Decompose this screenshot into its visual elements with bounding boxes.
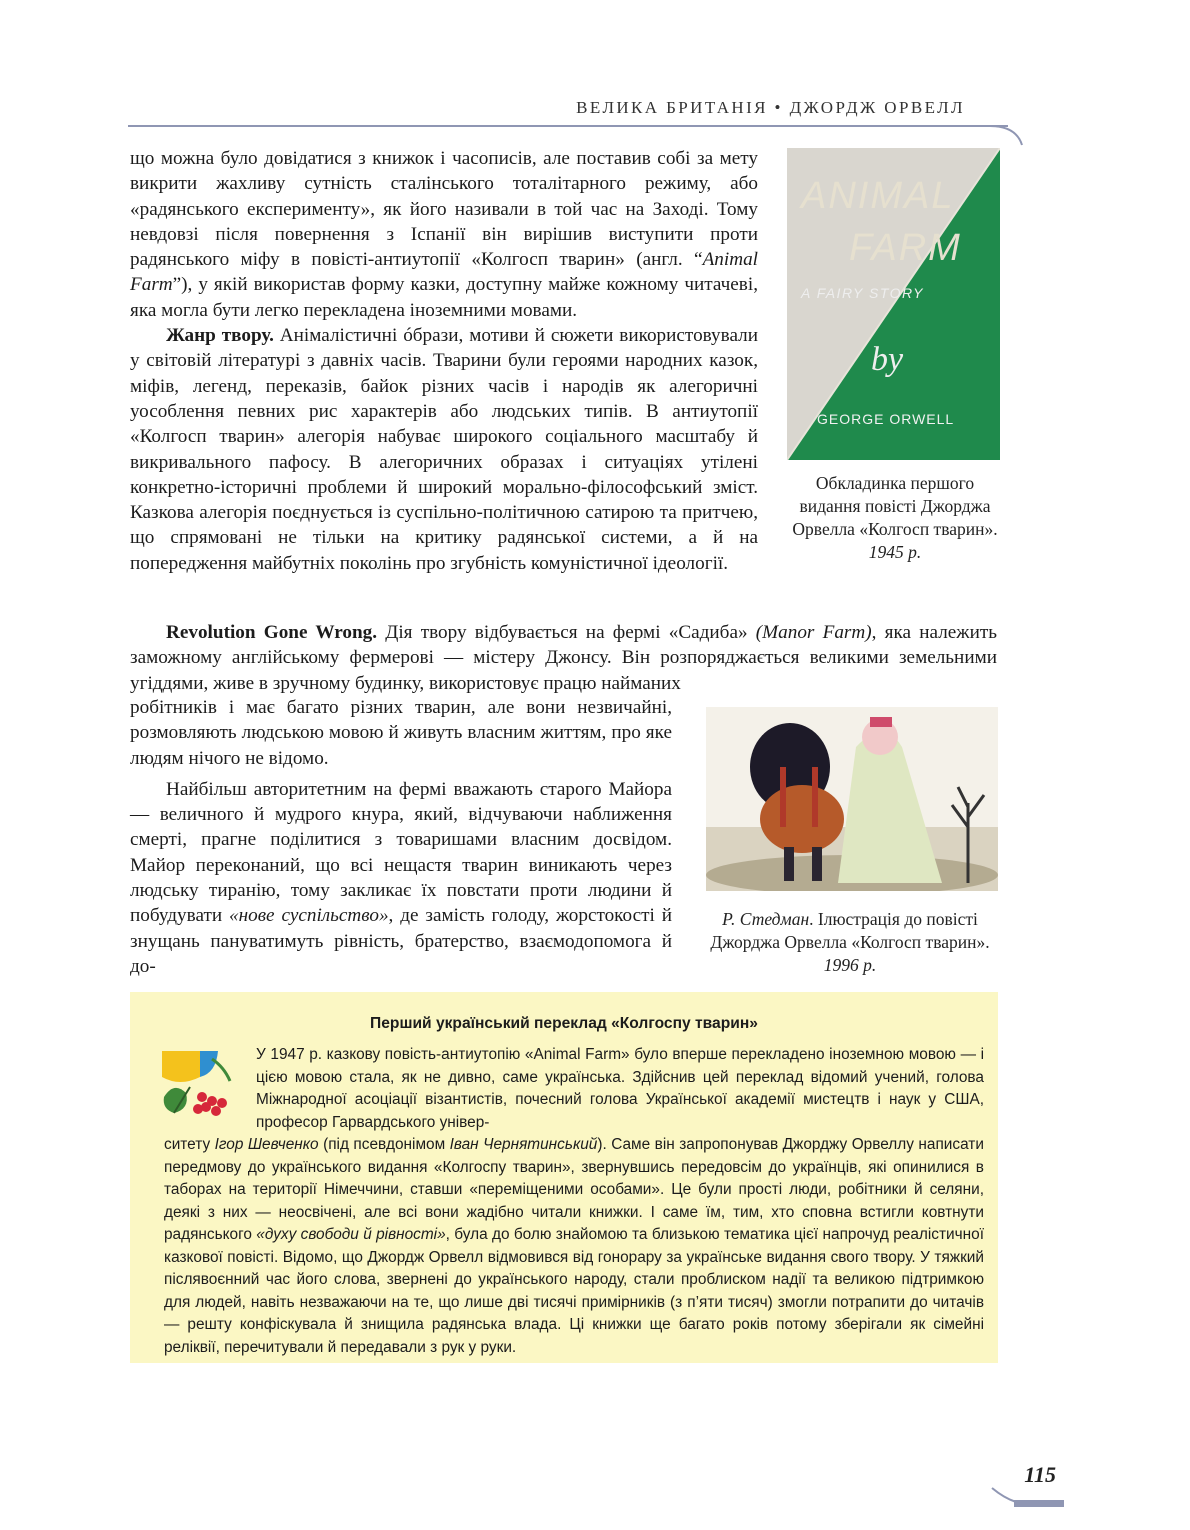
footer-curve-ornament: [990, 1486, 1066, 1508]
viburnum-emblem-icon: [160, 1047, 238, 1121]
paragraph-intro: [130, 146, 758, 323]
genre-text: Анімалістичні óбрази, мотиви й сюжети використовували у світовій літературі з давніх часів. Тварини були героями народних казок, міфів, легенд, переказів, байок різних часів і народів як алегоричні уособлення певних рис характерів або людських типів. В антиутопії «Колгосп тварин» алегорія набуває широкого соціального масштабу й викривального пафосу. В алегоричних образах і ситуаціях утілені конкретно-історичні проблеми й широкий морально-філософський зміст. Казкова алегорія поєднується із суспільно-політичною сатирою та притчею, що спрямовані не тільки на критику радянської системи, а й на попередження майбутніх поколінь про згубність комуністичної ідеології.: [130, 325, 758, 574]
running-header: ВЕЛИКА БРИТАНІЯ • ДЖОРДЖ ОРВЕЛЛ: [576, 98, 965, 117]
cover-by: by: [871, 341, 904, 378]
paragraph-revolution-cont: робітників і має багато різних тварин, але вони незвичайні, розмовляють людською мовою й живуть власним життям, про яке людям нічого не відомо.: [130, 697, 672, 769]
cover-title-line2: FARM: [849, 227, 962, 269]
info-text-b1: ситету: [164, 1136, 215, 1153]
book-cover-image: [787, 148, 1000, 460]
translator-pseudonym: Іван Чернятинський: [449, 1136, 598, 1153]
cover-caption: [790, 472, 1000, 564]
illustration-caption: [700, 908, 1000, 977]
info-text-b3: ). Саме він запропонував Джорджу Орвеллу написати передмову до українського видання «Колгоспу тварин», звернувшись передовсім до українців, які опинилися в таборах на території Німеччини, ставши «переміщеними особами». Це були прості люди, робітники й селяни, деякі з них — неосвічені, але всі вони жадібно читали книжки. І саме їм, тим, хто сповна встигли ковтнути радянського: [164, 1136, 984, 1243]
paragraph-intro-end: ”), у якій використав форму казки, доступну майже кожному читачеві, яка могла бути легко перекладена іноземними мовами.: [130, 274, 758, 321]
paragraph-major: [130, 777, 672, 979]
info-box-text-part2: [164, 1134, 984, 1359]
revolution-text-a: Дія твору відбувається на фермі «Садиба»: [377, 622, 756, 643]
header-rule: [128, 125, 1008, 127]
info-box-title: Перший український переклад «Колгоспу тварин»: [370, 1015, 758, 1032]
illustration-artist: Р. Стедман: [722, 909, 810, 929]
info-text-b4: , була до болю знайомою та близькою тематика цієї напрочуд реалістичної казкової повісті. Відомо, що Джордж Орвелл відмовився від гонорару за українське видання свого твору. У тяжкий післявоєнний час його слова, звернені до українського народу, стали проблиском надії та великою підтримкою для людей, навіть незважаючи на те, що лише дві тисячі примірників (з п’яти тисяч) змогли потрапити до читачів — решту конфіскувала й знищила радянська влада. Ці книжки ще багато років потому зберігали як сімейні реліквії, перечитували й передавали з рук у руки.: [164, 1226, 984, 1356]
freedom-quote: «духу свободи й рівності»: [256, 1226, 446, 1243]
text-column-full: [130, 620, 997, 696]
cover-caption-year: 1945 р.: [868, 542, 922, 562]
paragraph-intro-text: що можна було довідатися з книжок і часописів, але поставив собі за мету викрити жахливу сутність сталінського тоталітарного режиму, або «радянського експерименту», як його називали в той час на Заході. Тому невдовзі після повернення з Іспанії він вирішив виступити проти радянського міфу в повісті-антиутопії «Колгосп тварин» (англ. “: [130, 148, 758, 271]
page-number: 115: [1024, 1462, 1056, 1487]
cover-caption-text: Обкладинка першого видання повісті Джорджа Орвелла «Колгосп тварин».: [792, 473, 998, 539]
cover-subtitle: A FAIRY STORY: [801, 285, 924, 301]
paragraph-genre: [130, 323, 758, 576]
cover-title-line1: ANIMAL: [801, 175, 955, 217]
new-society-term: «нове суспільство»: [229, 905, 389, 927]
cover-author: GEORGE ORWELL: [817, 411, 955, 427]
info-text-b2: (під псевдонімом: [318, 1136, 450, 1153]
illustration-caption-year: 1996 р.: [823, 955, 877, 975]
text-column-top: [130, 146, 758, 576]
revolution-heading: Revolution Gone Wrong.: [166, 622, 378, 643]
header-curve-ornament: [990, 125, 1024, 147]
paragraph-revolution: [130, 620, 997, 696]
info-box-text-part1: У 1947 р. казкову повість-антиутопію «Animal Farm» було вперше перекладено іноземною мовою — і цією мовою стала, як не дивно, саме українська. Здійснив цей переклад відомий учений, голова Міжнародної асоціації візантистів, почесний голова Української академії мистецтв і наук у США, професор Гарвардського універ-: [256, 1046, 984, 1131]
illustration-caption-text: . Ілюстрація до повісті Джорджа Орвелла «Колгосп тварин».: [710, 909, 990, 952]
translator-name: Ігор Шевченко: [214, 1136, 319, 1153]
major-text-a: Найбільш авторитетним на фермі вважають старого Майора — величного й мудрого кнура, який, відчуваючи наближення смерті, прагне поділитися з товаришами власним досвідом. Майор переконаний, що всі нещастя тварин виникають через людську тиранію, тому закликає їх повстати проти людини й побудувати: [130, 778, 672, 927]
genre-heading: Жанр твору.: [166, 325, 274, 347]
text-column-narrow: [130, 695, 672, 979]
animal-farm-title: Animal Farm: [130, 249, 758, 296]
manor-farm-term: (Manor Farm): [755, 622, 872, 643]
revolution-text-b: , яка належить заможному англійському фермерові — містеру Джонсу. Він розпоряджається великими земельними угіддями, живе в зручному будинку, використовує працю найманих: [130, 622, 997, 694]
steadman-illustration: [706, 707, 998, 891]
major-text-b: , де замість голоду, жорстокості й знущань пануватимуть рівність, братерство, взаємодопомога й до-: [130, 905, 672, 977]
